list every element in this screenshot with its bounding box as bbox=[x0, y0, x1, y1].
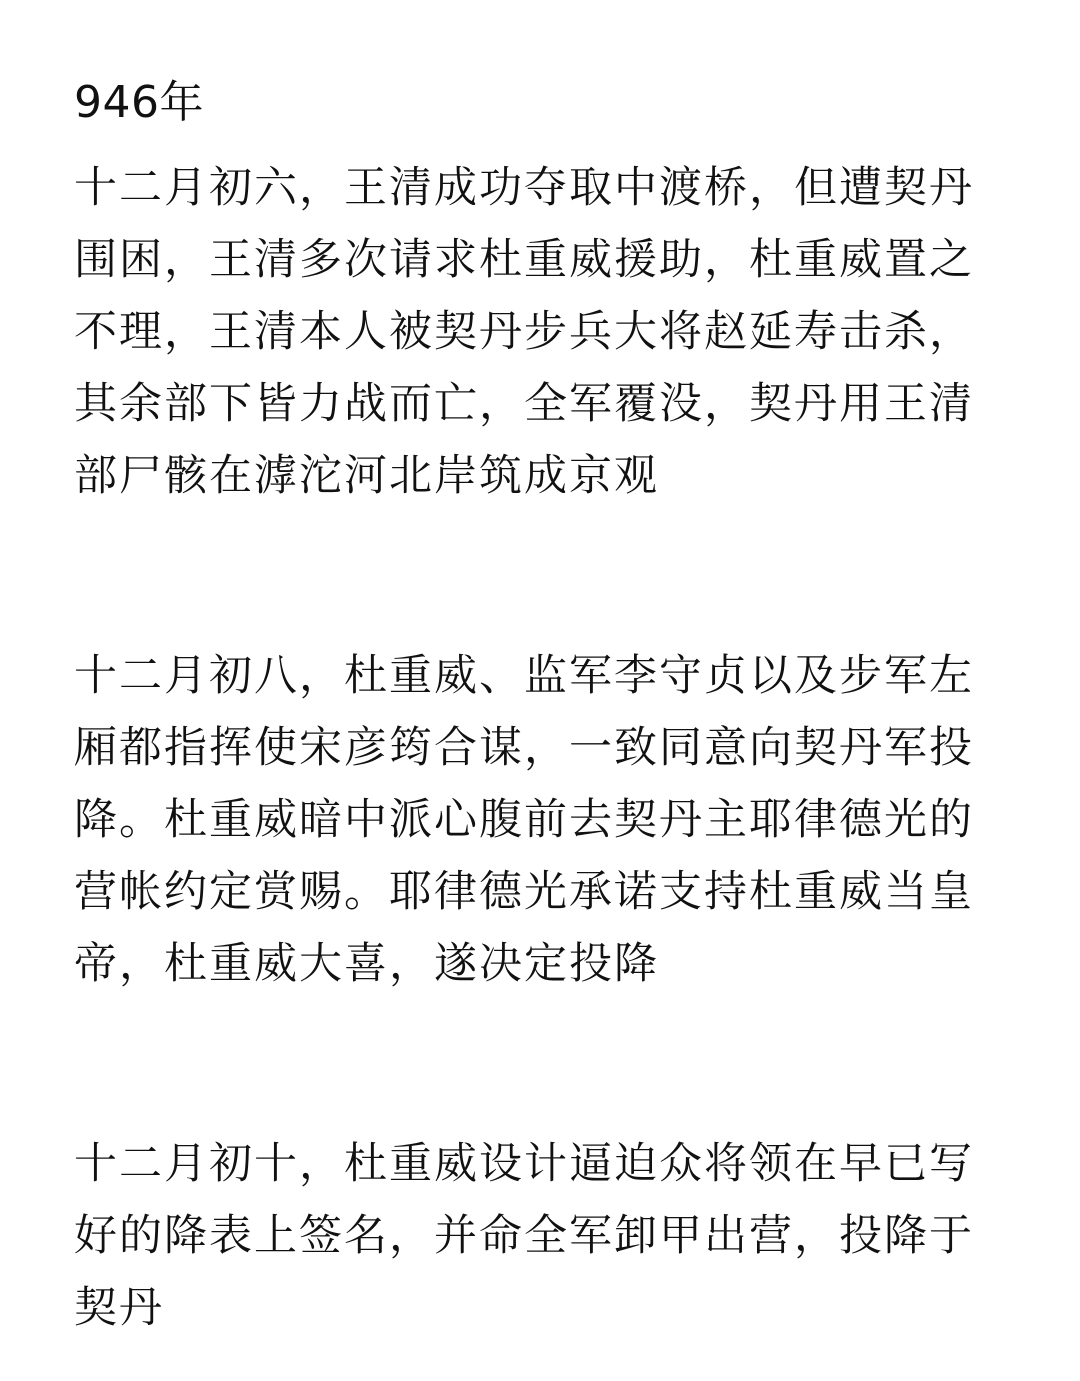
paragraph-dec-6: 十二月初六，王清成功夺取中渡桥，但遭契丹围困，王清多次请求杜重威援助，杜重威置之不理，王清本人被契丹步兵大将赵延寿击杀，其余部下皆力战而亡，全军覆没，契丹用王清部尸骸在滹沱河北岸筑成京观 bbox=[74, 163, 974, 501]
document-body bbox=[74, 68, 1014, 1344]
year-heading: 946年 bbox=[74, 77, 204, 128]
paragraph-dec-10: 十二月初十，杜重威设计逼迫众将领在早已写好的降表上签名，并命全军卸甲出营，投降于契丹 bbox=[74, 1139, 974, 1333]
paragraph-dec-8: 十二月初八，杜重威、监军李守贞以及步军左厢都指挥使宋彦筠合谋，一致同意向契丹军投降。杜重威暗中派心腹前去契丹主耶律德光的营帐约定赏赐。耶律德光承诺支持杜重威当皇帝，杜重威大喜，遂决定投降 bbox=[74, 651, 974, 989]
